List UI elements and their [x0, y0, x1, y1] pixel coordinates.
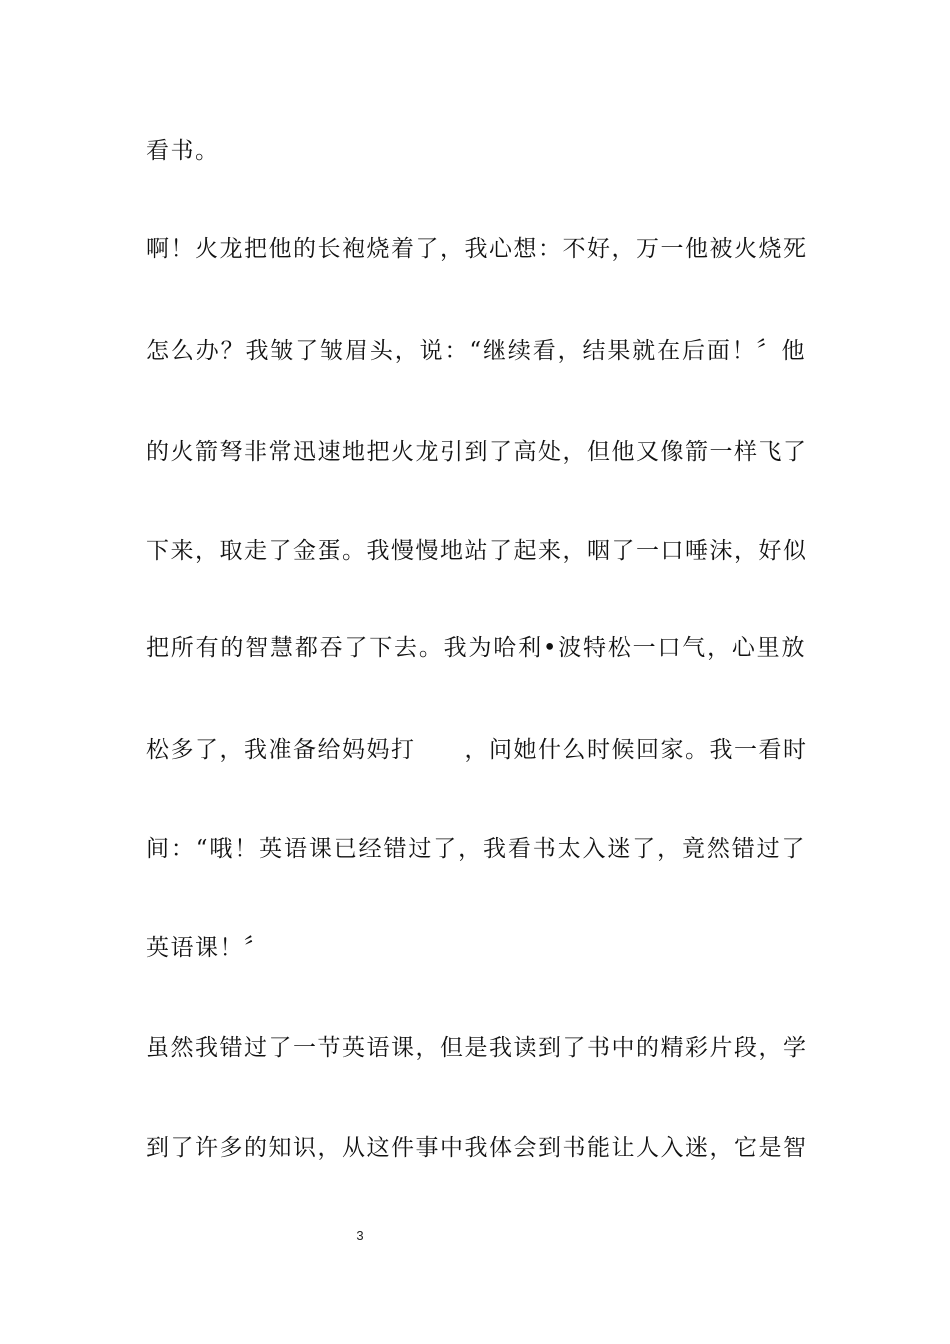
text-line: 把所有的智慧都吞了下去。我为哈利•波特松一口气，心里放: [146, 635, 806, 661]
text-line: 间：“哦！英语课已经错过了，我看书太入迷了，竟然错过了: [146, 836, 806, 862]
text-line: 怎么办？我皱了皱眉头，说：“继续看，结果就在后面！〞他: [146, 338, 806, 364]
text-line: 松多了，我准备给妈妈打 ，问她什么时候回家。我一看时: [146, 737, 808, 763]
text-line: 下来，取走了金蛋。我慢慢地站了起来，咽了一口唾沫，好似: [146, 538, 808, 564]
text-line: 虽然我错过了一节英语课，但是我读到了书中的精彩片段，学: [146, 1035, 808, 1061]
text-line: 到了许多的知识，从这件事中我体会到书能让人入迷，它是智: [146, 1135, 808, 1161]
page-number: 3: [356, 1228, 364, 1243]
text-line: 的火箭弩非常迅速地把火龙引到了高处，但他又像箭一样飞了: [146, 439, 808, 465]
text-line: 英语课！〞: [146, 935, 269, 961]
text-line: 啊！火龙把他的长袍烧着了，我心想：不好，万一他被火烧死: [146, 236, 808, 262]
text-line: 看书。: [146, 138, 220, 164]
